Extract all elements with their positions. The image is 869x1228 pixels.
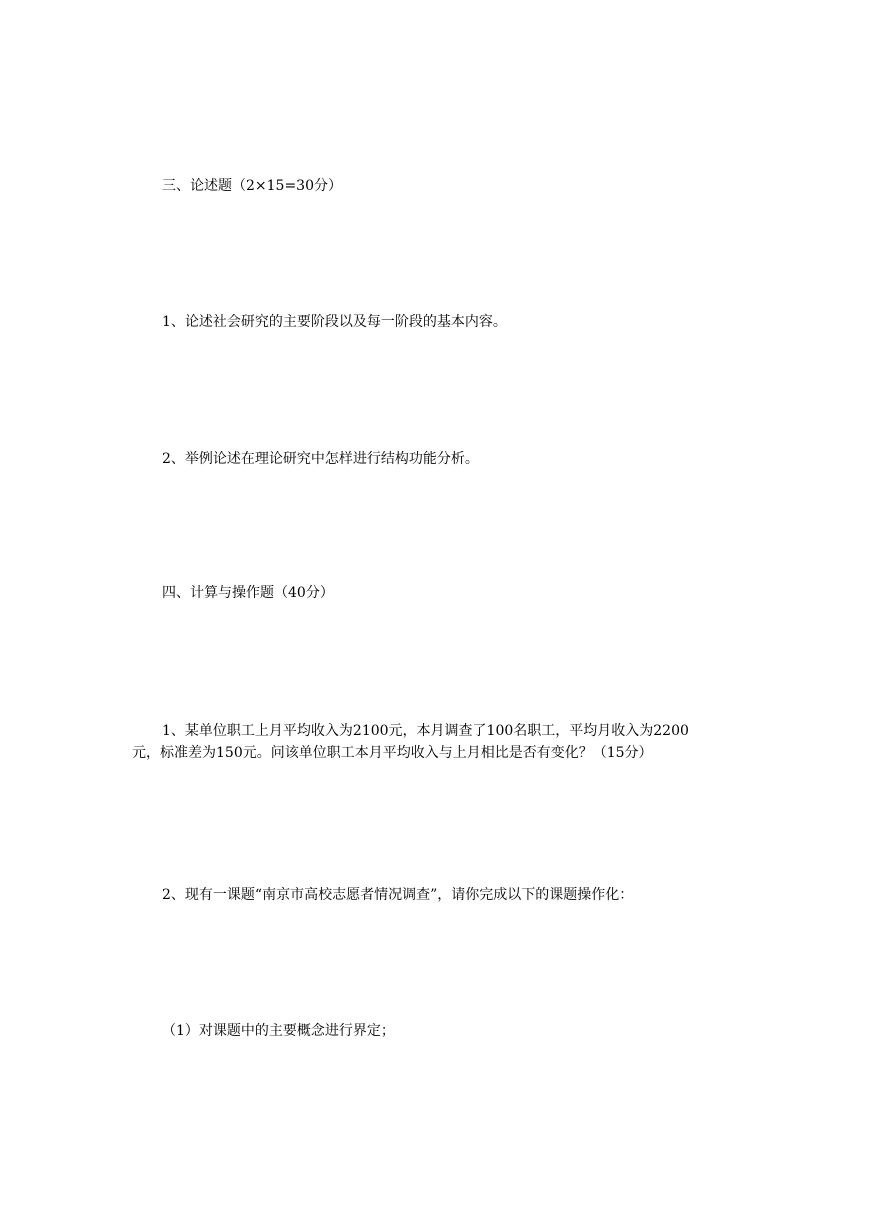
essay-question-1: 1、论述社会研究的主要阶段以及每一阶段的基本内容。 [162, 314, 507, 330]
essay-question-2: 2、举例论述在理论研究中怎样进行结构功能分析。 [162, 451, 479, 467]
calc-question-1-line-1: 1、某单位职工上月平均收入为2100元，本月调查了100名职工，平均月收入为2200 [162, 723, 689, 739]
section-3-heading: 三、论述题（2×15=30分） [162, 178, 342, 194]
operation-question-2: 2、现有一课题“南京市高校志愿者情况调查”，请你完成以下的课题操作化： [162, 887, 634, 903]
calc-question-1-line-2: 元，标准差为150元。问该单位职工本月平均收入与上月相比是否有变化？（15分） [132, 745, 653, 761]
operation-question-2-subitem-1: （1）对课题中的主要概念进行界定； [162, 1023, 395, 1039]
section-4-heading: 四、计算与操作题（40分） [162, 585, 334, 601]
